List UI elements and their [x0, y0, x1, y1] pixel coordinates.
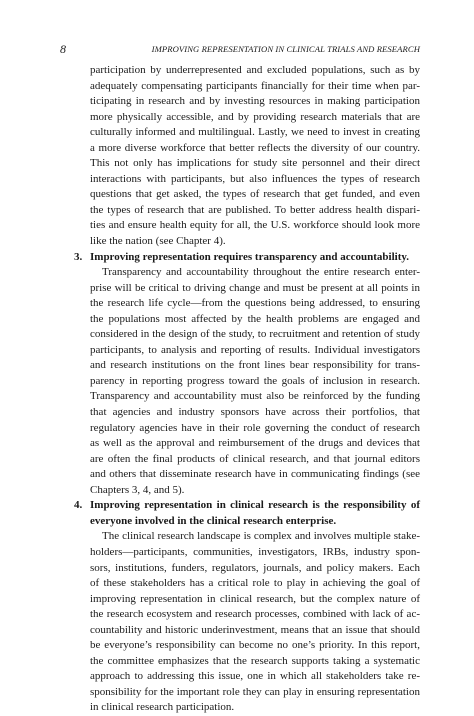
- text-line: ties and ensure health equity for all, the U.S. workforce should look more: [90, 219, 420, 232]
- item-number: 3.: [74, 250, 83, 263]
- text-line: of these stakeholders has a critical role to play in achieving the goal of: [90, 577, 420, 590]
- text-line: prise will be critical to driving change and must be present at all points in: [90, 281, 420, 294]
- text-line: Transparency and accountability throughout the entire research enter-: [102, 266, 420, 279]
- text-line: considered in the design of the study, to recruitment and retention of study: [90, 328, 420, 341]
- text-line: and others that disseminate research have in communicating findings (see: [90, 468, 420, 481]
- text-line: countability and historic underinvestment, means that an issue that should: [90, 623, 420, 636]
- text-line: and research institutions on the front lines bear responsibility for trans-: [90, 359, 420, 372]
- item-number: 4.: [74, 499, 83, 512]
- text-line: Transparency and accountability must also be reinforced by the funding: [90, 390, 420, 403]
- text-line: Chapters 3, 4, and 5).: [90, 483, 185, 496]
- text-line: participants, to analysis and reporting of results. Individual investigators: [90, 343, 420, 356]
- running-head: [60, 42, 420, 56]
- numbered-item-3: [63, 250, 420, 499]
- text-line: adequately compensating participants financially for their time when par-: [90, 79, 420, 92]
- item-heading: [74, 250, 420, 266]
- text-line: ticipating in research and by investing resources in making participation: [90, 95, 420, 108]
- intro-paragraph: [63, 63, 420, 250]
- text-line: the types of research that are published. To better address health dispari-: [90, 203, 420, 216]
- text-line: that agencies and industry sponsors have across their portfolios, that: [90, 406, 420, 419]
- text-line: the committee emphasizes that the research supports taking a systematic: [90, 654, 420, 667]
- text-line: holders—participants, communities, investigators, IRBs, industry spon-: [90, 545, 420, 558]
- text-line: The clinical research landscape is complex and involves multiple stake-: [102, 530, 420, 543]
- text-line: the research ecosystem and research processes, combined with lack of ac-: [90, 608, 420, 621]
- text-line: interactions with participants, but also influences the types of research: [90, 172, 420, 185]
- text-line: a more diverse workforce that better reflects the diversity of our country.: [90, 141, 420, 154]
- text-line: regulatory agencies have in their role governing the conduct of research: [90, 421, 420, 434]
- text-line: more physically accessible, and by providing research materials that are: [90, 110, 420, 123]
- heading-text: Improving representation requires transparency and accountability.: [90, 250, 410, 263]
- text-line: This not only has implications for study site personnel and their direct: [90, 157, 420, 170]
- heading-text: Improving representation in clinical research is the responsibility of: [90, 499, 420, 512]
- text-line: like the nation (see Chapter 4).: [90, 235, 226, 248]
- body-text: [63, 63, 420, 716]
- text-line: culturally informed and multilingual. Lastly, we need to invest in creating: [90, 126, 420, 139]
- text-line: be everyone’s responsibility can become no one’s priority. In this report,: [90, 639, 420, 652]
- text-line: as well as the approval and reimbursement of the drugs and devices that: [90, 437, 420, 450]
- text-line: sponsibility for the important role they can play in ensuring representation: [90, 685, 420, 698]
- page-number: 8: [60, 42, 67, 56]
- text-line: participation by underrepresented and excluded populations, such as by: [90, 64, 420, 76]
- text-line: are often the final products of clinical research, and that journal editors: [90, 452, 420, 465]
- text-line: approach to addressing this issue, one in which all stakeholders take re-: [90, 670, 420, 683]
- text-line: in clinical research participation.: [90, 701, 235, 714]
- text-line: the populations most affected by the health problems are engaged and: [90, 312, 420, 325]
- running-title: IMPROVING REPRESENTATION IN CLINICAL TRIALS AND RESEARCH: [151, 44, 420, 54]
- item-heading: [74, 498, 420, 514]
- text-line: sors, institutions, funders, regulators, journals, and policy makers. Each: [90, 561, 420, 574]
- text-line: the research life cycle—from the questions being addressed, to ensuring: [90, 297, 420, 310]
- numbered-item-4: [63, 498, 420, 716]
- text-line: questions that get asked, the types of research that get funded, and even: [90, 188, 420, 201]
- text-line: parency in reporting progress toward the goals of inclusion in research.: [90, 374, 420, 387]
- item-heading-continued: everyone involved in the clinical research enterprise.: [90, 514, 337, 527]
- text-line: improving representation in clinical research, but the complex nature of: [90, 592, 420, 605]
